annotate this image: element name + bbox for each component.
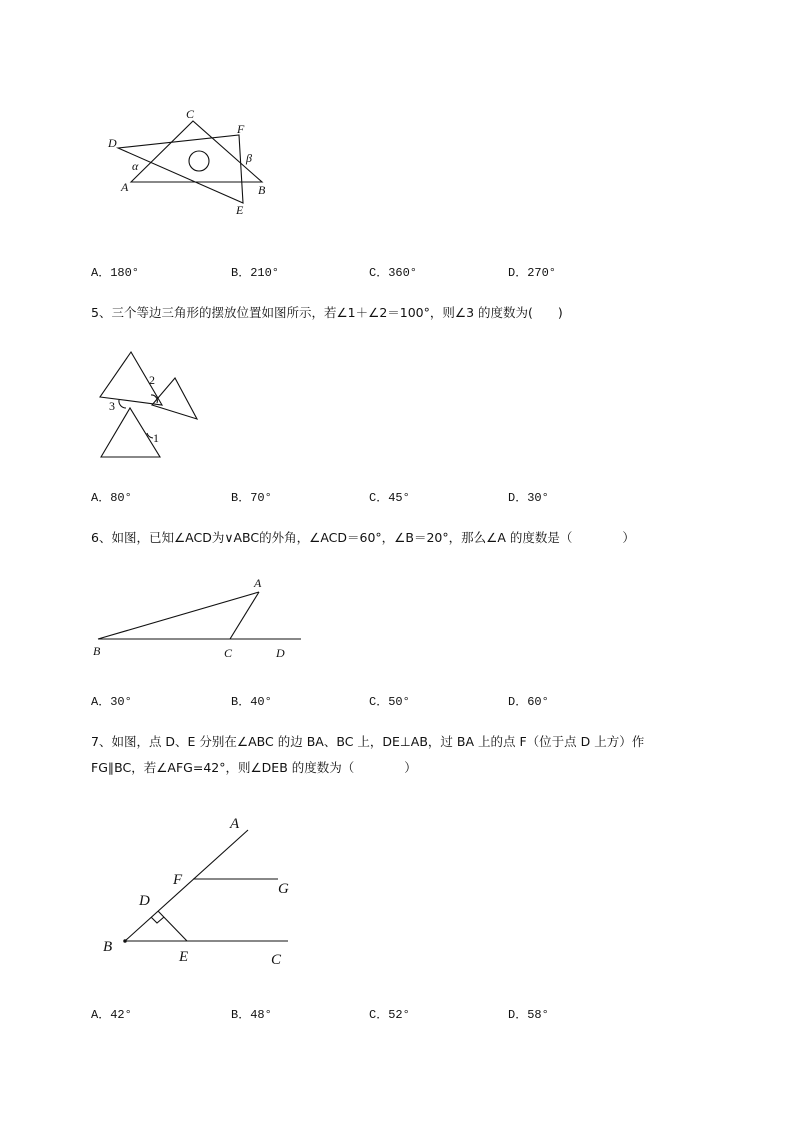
q7-stem-line1: 7、如图，点 D、E 分别在∠ABC 的边 BA、BC 上，DE⊥AB，过 BA 上的点 F（位于点 D 上方）作: [91, 734, 645, 749]
q7-stem-line2: FG∥BC，若∠AFG=42°，则∠DEB 的度数为（ ）: [91, 760, 417, 775]
q6-option-a[interactable]: A．30°: [91, 695, 132, 709]
q5-label-1: 1: [153, 431, 159, 445]
q6-option-b[interactable]: B．40°: [231, 695, 272, 709]
q6-figure: [88, 572, 308, 667]
q4-label-beta: β: [246, 151, 252, 165]
q7-label-d: D: [139, 893, 150, 909]
q7-label-e: E: [179, 949, 189, 965]
q4-label-alpha: α: [132, 159, 139, 173]
q4-figure: [100, 100, 280, 225]
q7-label-g: G: [278, 881, 289, 897]
q4-label-c: C: [186, 107, 195, 121]
q6-label-a: A: [254, 576, 262, 590]
q7-label-f: F: [173, 872, 183, 888]
q7-label-b: B: [103, 939, 113, 955]
q5-label-2: 2: [149, 373, 155, 387]
q4-options: [91, 263, 651, 281]
q7-option-a[interactable]: A．42°: [91, 1008, 132, 1022]
q7-label-c: C: [271, 952, 282, 968]
q4-label-f: F: [237, 122, 245, 136]
q4-option-d[interactable]: D．270°: [508, 266, 557, 280]
q4-option-a[interactable]: A．180°: [91, 266, 140, 280]
q6-option-d[interactable]: D．60°: [508, 695, 549, 709]
q7-option-b[interactable]: B．48°: [231, 1008, 272, 1022]
q5-label-3: 3: [109, 399, 115, 413]
q5-figure: [95, 345, 205, 465]
q4-label-a: A: [121, 180, 129, 194]
q6-label-b: B: [93, 644, 101, 658]
q7-figure: [95, 805, 310, 980]
q5-angle-arc-3: [119, 400, 126, 408]
q6-label-d: D: [276, 646, 285, 660]
q4-option-b[interactable]: B．210°: [231, 266, 280, 280]
q5-option-d[interactable]: D．30°: [508, 491, 549, 505]
q5-option-b[interactable]: B．70°: [231, 491, 272, 505]
q7-label-a: A: [230, 816, 240, 832]
q5-option-a[interactable]: A．80°: [91, 491, 132, 505]
q7-right-angle-mark: [151, 917, 164, 923]
q5-option-c[interactable]: C．45°: [369, 491, 410, 505]
q4-label-b: B: [258, 183, 266, 197]
q7-segment-de: [158, 911, 187, 941]
q7-point-b: [124, 940, 126, 942]
q6-label-c: C: [224, 646, 233, 660]
q5-stem: 5、三个等边三角形的摆放位置如图所示，若∠1＋∠2＝100°，则∠3 的度数为( ): [91, 305, 563, 320]
q7-option-c[interactable]: C．52°: [369, 1008, 410, 1022]
q7-options: [91, 1005, 651, 1023]
q6-stem: 6、如图，已知∠ACD为∨ABC的外角，∠ACD＝60°，∠B＝20°，那么∠A 的度数是（ ）: [91, 530, 635, 545]
q5-options: [91, 488, 651, 506]
q6-options: [91, 692, 651, 710]
q6-option-c[interactable]: C．50°: [369, 695, 410, 709]
q4-label-d: D: [108, 136, 117, 150]
q4-label-e: E: [236, 203, 244, 217]
q7-ray-ba: [125, 830, 248, 941]
q5-triangle-bottom: [101, 408, 160, 457]
q4-option-c[interactable]: C．360°: [369, 266, 418, 280]
q7-option-d[interactable]: D．58°: [508, 1008, 549, 1022]
q4-circle: [189, 151, 209, 171]
